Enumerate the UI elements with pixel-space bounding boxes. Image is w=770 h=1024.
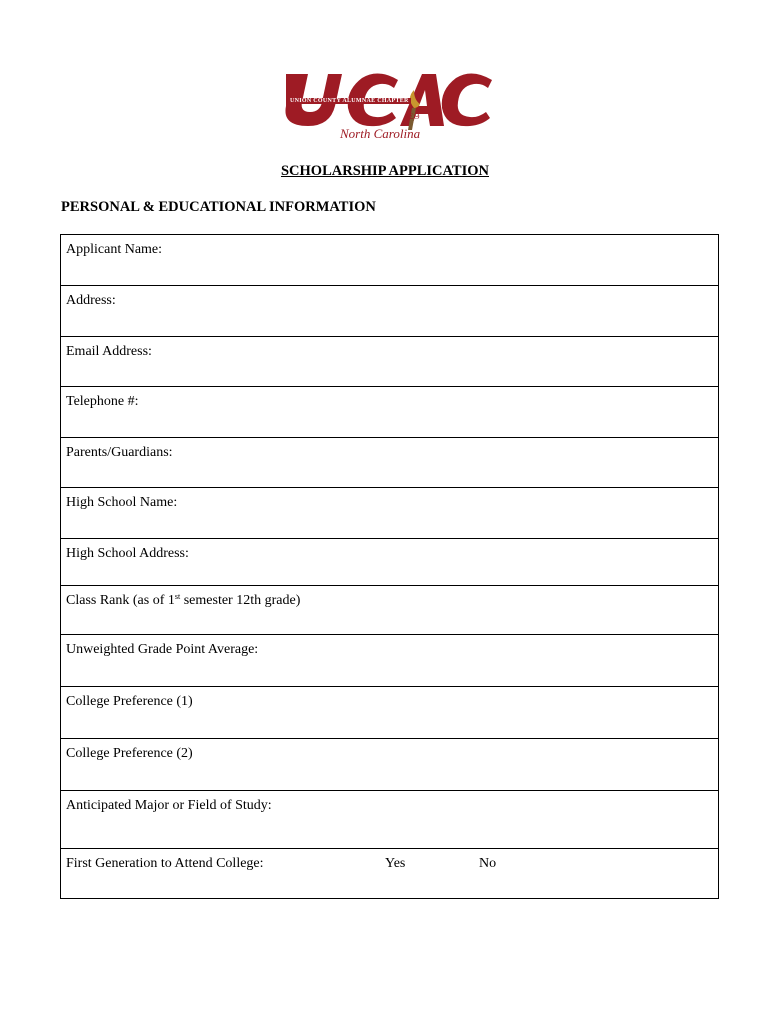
field-first-generation: [61, 849, 718, 898]
field-label: High School Name:: [66, 495, 178, 510]
field-label: College Preference (1): [66, 694, 193, 709]
field-label: Email Address:: [66, 344, 152, 359]
field-label: Parents/Guardians:: [66, 445, 173, 460]
application-form-table: [60, 234, 719, 899]
field-unweighted-gpa[interactable]: [61, 635, 718, 687]
field-label: First Generation to Attend College:: [66, 856, 264, 871]
field-parents-guardians[interactable]: [61, 438, 718, 488]
logo-greek-letters: ΔΣΘ: [404, 112, 420, 121]
field-anticipated-major[interactable]: [61, 791, 718, 849]
section-heading: PERSONAL & EDUCATIONAL INFORMATION: [61, 199, 376, 215]
field-class-rank[interactable]: [61, 586, 718, 635]
field-email-address[interactable]: [61, 337, 718, 387]
logo-state-script: North Carolina: [340, 126, 421, 141]
field-label: Anticipated Major or Field of Study:: [66, 798, 272, 813]
option-yes[interactable]: Yes: [385, 856, 406, 871]
field-label: Address:: [66, 293, 116, 308]
organization-logo: [280, 68, 500, 140]
field-label: College Preference (2): [66, 746, 193, 761]
logo-chapter-text: UNION COUNTY ALUMNAE CHAPTER: [290, 98, 409, 104]
field-address[interactable]: [61, 286, 718, 337]
field-label: High School Address:: [66, 546, 189, 561]
field-telephone[interactable]: [61, 387, 718, 438]
field-high-school-name[interactable]: [61, 488, 718, 539]
field-label: Class Rank (as of 1st semester 12th grade): [66, 592, 301, 608]
field-label: Applicant Name:: [66, 242, 163, 257]
field-high-school-address[interactable]: [61, 539, 718, 586]
field-college-preference-1[interactable]: [61, 687, 718, 739]
field-college-preference-2[interactable]: [61, 739, 718, 791]
field-label: Telephone #:: [66, 394, 139, 409]
document-title: SCHOLARSHIP APPLICATION: [280, 163, 489, 179]
field-label: Unweighted Grade Point Average:: [66, 642, 259, 657]
option-no[interactable]: No: [479, 856, 497, 871]
field-applicant-name[interactable]: [61, 235, 718, 286]
